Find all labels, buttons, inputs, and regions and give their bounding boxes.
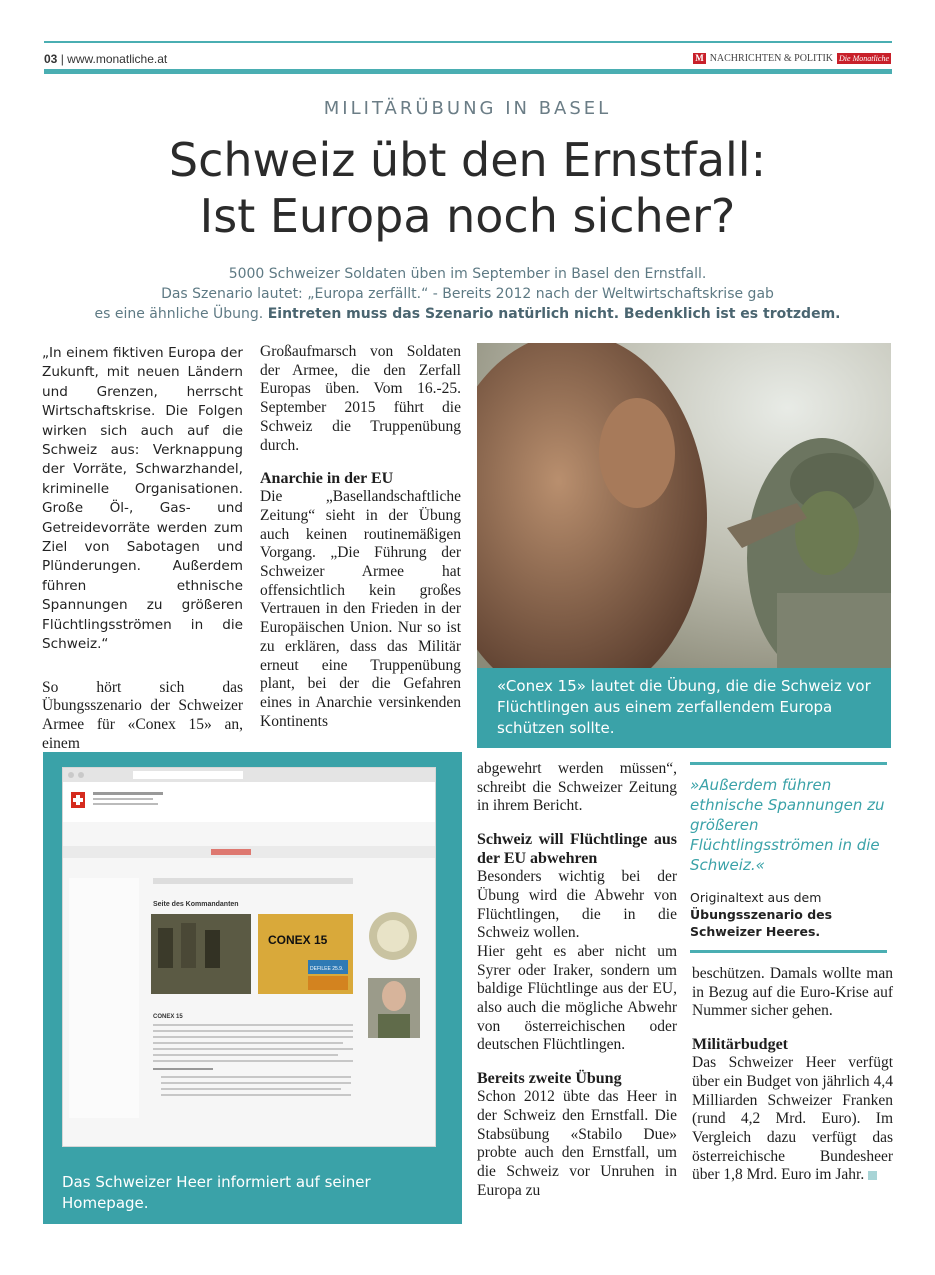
headline-line-2: Ist Europa noch sicher? [199, 189, 736, 243]
army-homepage-screenshot [62, 767, 436, 1147]
col3-paragraph-4: Schon 2012 übte das Heer in der Schweiz den Ernstfall. Die Stabsübung «Stabilo Due» probte auch den Ernstfall, um die Schweiz vor Unruhen in Europa zu [477, 1088, 677, 1199]
col2-paragraph-1: Großaufmarsch von Soldaten der Armee, die den Zerfall Europas üben. Vom 16.-25. September 2015 führt die Schweiz die Truppenübung durch. [260, 343, 461, 454]
pull-quote-source-plain: Originaltext aus dem [690, 890, 822, 905]
headline [0, 132, 935, 244]
col2-paragraph-2: Die „Basellandschaftliche Zeitung“ sieht in der Übung auch keinen routinemäßigen Vorgang. „Die Führung der Schweizer Armee hat offensichtlich kein großes Vertrauen in den Frieden in der Europäischen Union. Nur so ist zu erklären, dass das Militär erneut eine Truppenübung plant, bei der die Gefahren eines in Anarchie versinkenden Kontinents [260, 488, 461, 730]
subhead-zweite-uebung: Bereits zweite Übung [477, 1070, 622, 1088]
col4-paragraph-2-text: Das Schweizer Heer verfügt über ein Budget von jährlich 4,4 Milliarden Schweizer Franken (rund 4,2 Mrd. Euro). Im Vergleich dazu verfügt das österreichische Bundesheer über 1,8 Mrd. Euro im Jahr. [692, 1054, 893, 1184]
col4-paragraph-2 [692, 1054, 893, 1185]
homepage-section: CONEX 15 [153, 1014, 183, 1020]
homepage-title: Seite des Kommandanten [153, 901, 239, 908]
column-2 [260, 343, 461, 731]
section-label [693, 53, 891, 64]
header-bottom-rule [44, 69, 892, 74]
lead-line-3-bold: Eintreten muss das Szenario natürlich nicht. Bedenklich ist es trotzdem. [267, 306, 841, 322]
website-link[interactable]: www.monatliche.at [67, 52, 168, 66]
scenario-quote: „In einem fiktiven Europa der Zukunft, mit neuen Ländern und Grenzen, herrscht Wirtschaftskrise. Die Folgen wirken sich auch auf die Schweiz aus: Verknappung der Vorräte, Schwarzhandel, kriminelle Organisationen. Große Öl-, Gas- und Getreidevorräte werden zum Ziel von Sabotagen und Plünderungen. Außerdem führen ethnische Spannungen zu größeren Flüchtlingsströmen in die Schweiz.“ [42, 345, 243, 653]
photo-caption: «Conex 15» lautet die Übung, die die Schweiz vor Flüchtlingen aus einem zerfallendem Europa schützen sollte. [477, 668, 891, 748]
lead-paragraph [40, 264, 895, 324]
screenshot-caption: Das Schweizer Heer informiert auf seiner Homepage. [62, 1173, 371, 1212]
subhead-anarchie: Anarchie in der EU [260, 470, 394, 488]
separator: | [60, 52, 64, 66]
banner-conex: CONEX 15 [268, 933, 328, 947]
brand-logo: Die Monatliche [839, 54, 889, 63]
lead-line-3: es eine ähnliche Übung. [94, 306, 264, 322]
col3-paragraph-3: Hier geht es aber nicht um Syrer oder Iraker, sondern um baldige Flüchtlinge aus der EU, also auch die mögliche Abwehr von österreichischen oder deutschen Flüchtlingen. [477, 942, 677, 1054]
section-name: NACHRICHTEN & POLITIK [709, 53, 834, 64]
column-1 [42, 344, 243, 753]
soldier-photo [477, 343, 891, 668]
page-number: 03 [44, 52, 58, 66]
homepage-illustration [63, 768, 436, 1147]
headline-line-1: Schweiz übt den Ernstfall: [168, 133, 767, 187]
banner-date: DEFILEE 25.9. [310, 966, 344, 972]
pull-quote-bottom-rule [690, 950, 887, 953]
pull-quote-source [690, 889, 887, 940]
pull-quote-source-bold: Übungsszenario des Schweizer Heeres. [690, 907, 833, 939]
subhead-fluechtlinge: Schweiz will Flüchtlinge aus der EU abwehren [477, 831, 677, 868]
column-3 [477, 760, 677, 1200]
pull-quote-box [690, 762, 887, 940]
col3-paragraph-2: Besonders wichtig bei der Übung wird die Abwehr von Flüchtlingen, die in die Schweiz wollen. [477, 868, 677, 942]
lead-line-2: Das Szenario lautet: „Europa zerfällt.“ - Bereits 2012 nach der Weltwirtschaftskrise gab [161, 286, 774, 302]
column-4 [692, 965, 893, 1185]
kicker: MILITÄRÜBUNG IN BASEL [323, 98, 612, 119]
page-info [44, 52, 167, 66]
lead-line-1: 5000 Schweizer Soldaten üben im September in Basel den Ernstfall. [228, 266, 707, 282]
col3-paragraph-1: abgewehrt werden müssen“, schreibt die Schweizer Zeitung in ihrem Bericht. [477, 760, 677, 815]
col4-paragraph-1: beschützen. Damals wollte man in Bezug auf die Euro-Krise auf Nummer sicher gehen. [692, 965, 893, 1020]
end-mark-icon [868, 1171, 877, 1180]
pull-quote-text: »Außerdem führen ethnische Spannungen zu größeren Flüchtlingsströmen in die Schweiz.« [690, 776, 885, 874]
m-logo-icon: M [695, 53, 704, 63]
soldier-illustration [477, 343, 891, 668]
header-top-rule [44, 41, 892, 43]
col1-paragraph: So hört sich das Übungsszenario der Schweizer Armee für «Conex 15» an, einem [42, 678, 243, 752]
subhead-militaerbudget: Militärbudget [692, 1036, 788, 1054]
